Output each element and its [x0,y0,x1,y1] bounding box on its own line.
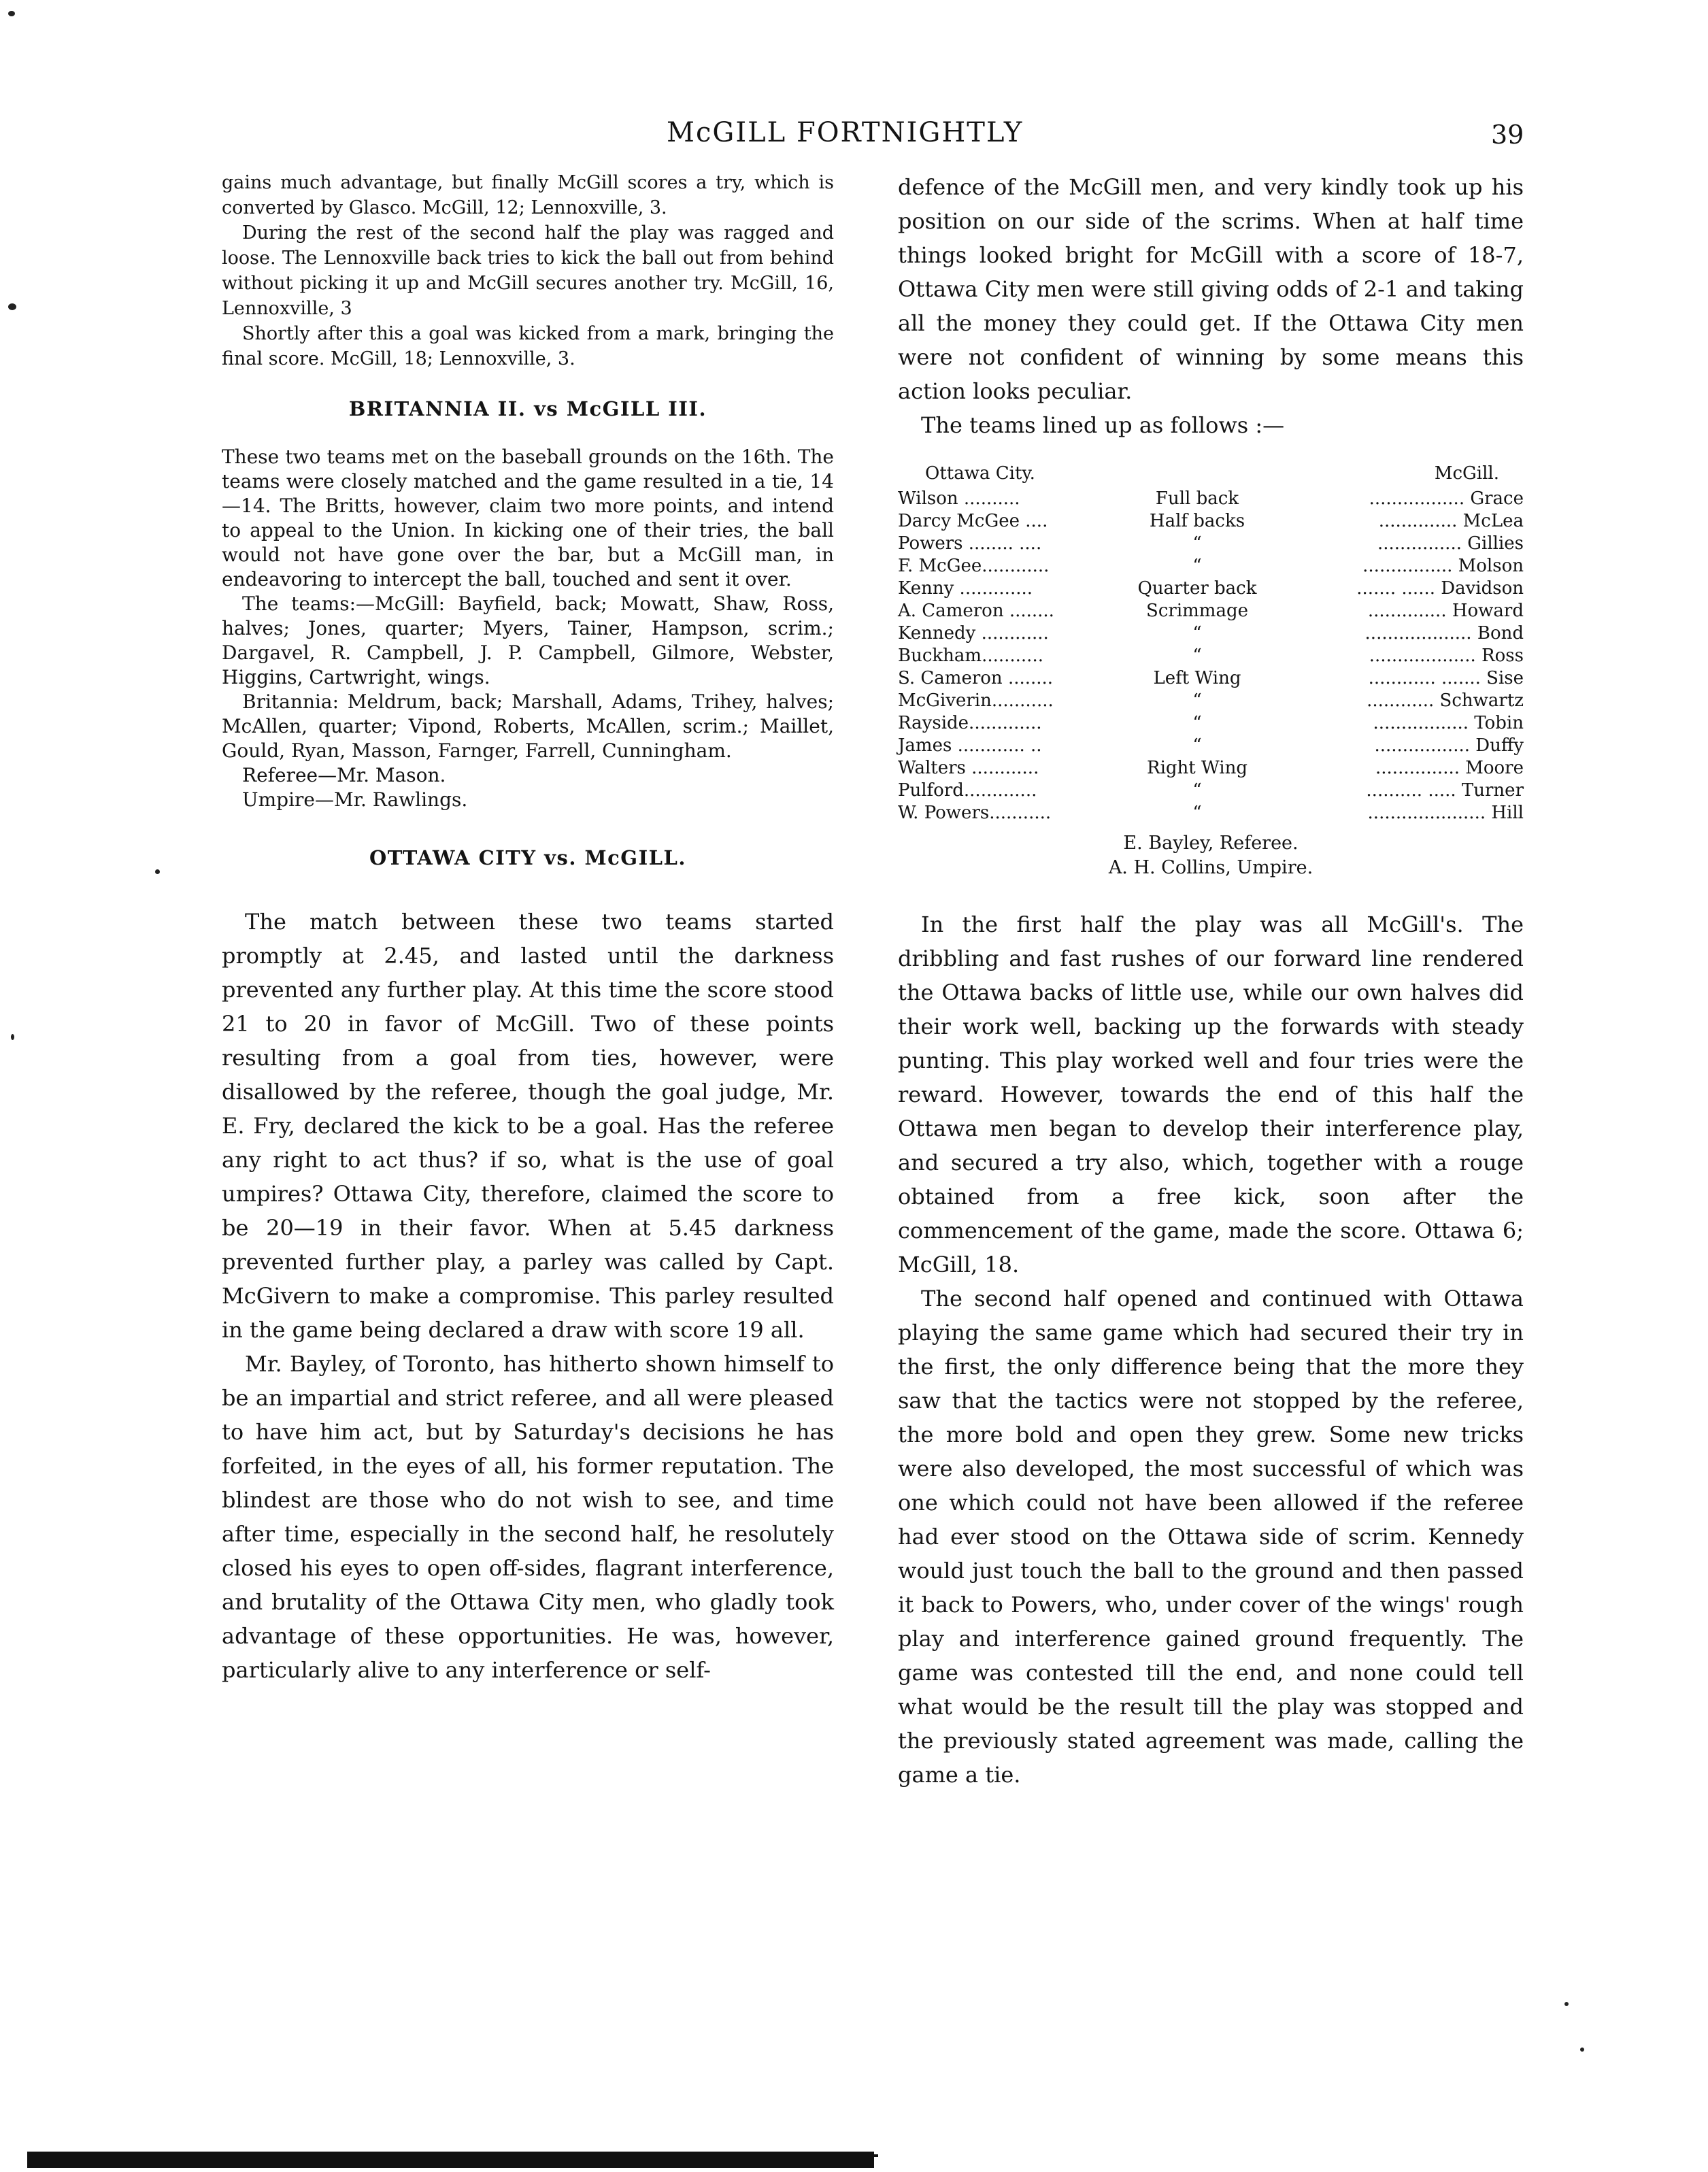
position: Scrimmage [1146,601,1248,621]
lineup-row [898,780,1524,802]
mcgill-player: ....... ...... Davidson [1356,578,1524,599]
position: “ [1192,713,1202,733]
right-column [898,170,1524,1792]
position: “ [1192,735,1202,756]
mcgill-header: McGill. [1434,463,1499,484]
mcgill-player: ................. Grace [1369,488,1524,509]
position: Right Wing [1147,758,1247,778]
team-lineup [898,463,1524,880]
position: “ [1192,690,1202,711]
position: Half backs [1149,511,1245,531]
scan-speck [155,869,160,874]
lineup-header [898,463,1524,485]
scan-speck [11,1034,14,1040]
ottawa-player: Kenny ............. [898,578,1033,599]
lineup-row [898,757,1524,780]
ottawa-report [222,905,834,1687]
ottawa-player: Kennedy ............ [898,623,1049,644]
position: “ [1192,533,1202,554]
ottawa-player: Pulford............. [898,780,1037,801]
lineup-row [898,578,1524,600]
position: Full back [1155,488,1239,509]
referee-credit: E. Bayley, Referee. [1123,833,1299,854]
mcgill-player: ................... Ross [1369,646,1524,666]
ottawa-header: Ottawa City. [925,463,1035,484]
ottawa-report-continued [898,170,1524,442]
position: “ [1192,803,1202,823]
lineup-row [898,802,1524,824]
lineup-rows [898,488,1524,824]
lennoxville-report-continued [222,170,834,371]
scan-speck [1580,2048,1584,2052]
paragraph: The match between these two teams started promptly at 2.45, and lasted until the darkness prevented any further play. At this time the score stood 21 to 20 in favor of McGill. Two of these points resulting from a goal from ties, however, were disallowed by the referee, though the goal judge, Mr. E. Fry, declared the kick to be a goal. Has the referee any right to act thus? if so, what is the use of goal umpires? Ottawa City, therefore, claimed the score to be 20—19 in their favor. When at 5.45 darkness prevented further play, a parley was called by Capt. McGivern to make a compromise. This parley resulted in the game being declared a draw with score 19 all. [222,909,834,1343]
paragraph: defence of the McGill men, and very kindly took up his position on our side of the scrims. When at half time things looked bright for McGill with a score of 18-7, Ottawa City men were still giving odds of 2-1 and taking all the money they could get. If the Ottawa City men were not confident of winning by some means this action looks peculiar. [898,174,1524,404]
paragraph: These two teams met on the baseball grounds on the 16th. The teams were closely matched and the game resulted in a tie, 14—14. The Britts, however, claim two more points, and intend to appeal to the Union. In kicking one of their tries, the ball would not have gone over the bar, but a McGill man, in endeavoring to intercept the ball, touched and sent it over. [222,446,834,590]
mcgill-player: ............ Schwartz [1367,690,1524,711]
paragraph: The teams lined up as follows :— [921,412,1285,438]
lineup-row [898,667,1524,690]
bottom-rule [27,2152,874,2168]
mcgill-player: ..................... Hill [1367,803,1524,823]
paragraph: The teams:—McGill: Bayfield, back; Mowatt, Shaw, Ross, halves; Jones, quarter; Myers, Tainer, Hampson, scrim.; Dargavel, R. Campbell, J. P. Campbell, Gilmore, Webster, Higgins, Cartwright, wings. [222,592,834,688]
paragraph: Britannia: Meldrum, back; Marshall, Adams, Trihey, halves; McAllen, quarter; Vipond, Roberts, McAllen, scrim.; Maillet, Gould, Ryan, Masson, Farnger, Farrell, Cunningham. [222,690,834,762]
section-heading-ottawa: OTTAWA CITY vs. McGILL. [369,846,687,869]
lineup-row [898,600,1524,622]
mcgill-player: .............. McLea [1378,511,1524,531]
paragraph: During the rest of the second half the play was ragged and loose. The Lennoxville back tries to kick the ball out from behind without picking it up and McGill secures another try. McGill, 16, Lennoxville, 3 [222,222,834,319]
position: “ [1192,623,1202,644]
referee-line: Referee—Mr. Mason. [242,764,446,786]
lineup-row [898,622,1524,645]
paragraph: The second half opened and continued with Ottawa playing the same game which had secured their try in the first, the only difference being that the more they saw that the tactics were not stopped by the referee, the more bold and open they grew. Some new tricks were also developed, the most successful of which was one which could not have been allowed if the referee had ever stood on the Ottawa side of scrim. Kennedy would just touch the ball to the ground and then passed it back to Powers, who, under cover of the wings' rough play and interference gained ground frequently. The game was contested till the end, and none could tell what would be the result till the play was stopped and the previously stated agreement was made, calling the game a tie. [898,1286,1524,1788]
mcgill-player: ................ Molson [1362,556,1524,576]
ottawa-player: Buckham........... [898,646,1043,666]
running-head: McGILL FORTNIGHTLY [667,117,1024,148]
ottawa-player: Powers ........ .... [898,533,1042,554]
position: Quarter back [1137,578,1257,599]
ottawa-player: Darcy McGee .... [898,511,1048,531]
scan-speck [8,303,16,310]
lineup-row [898,690,1524,712]
paragraph: gains much advantage, but finally McGill scores a try, which is converted by Glasco. McGill, 12; Lennoxville, 3. [222,172,834,218]
ottawa-player: McGiverin........... [898,690,1054,711]
position: “ [1192,780,1202,801]
umpire-line: Umpire—Mr. Rawlings. [242,788,468,811]
ottawa-player: Wilson .......... [898,488,1020,509]
ottawa-player: A. Cameron ........ [898,601,1054,621]
paragraph: Mr. Bayley, of Toronto, has hitherto shown himself to be an impartial and strict referee, and all were pleased to have him act, but by Saturday's decisions he has forfeited, in the eyes of all, his former reputation. The blindest are those who do not wish to see, and time after time, especially in the second half, he resolutely closed his eyes to open off-sides, flagrant interference, and brutality of the Ottawa City men, who gladly took advantage of these opportunities. He was, however, particularly alive to any interference or self- [222,1351,834,1683]
scan-speck [8,11,15,16]
position: “ [1192,646,1202,666]
lineup-row [898,712,1524,735]
left-column [222,170,834,1687]
scan-speck [1564,2002,1569,2006]
match-report [898,907,1524,1792]
paragraph: In the first half the play was all McGill's. The dribbling and fast rushes of our forward line rendered the Ottawa backs of little use, while our own halves did their work well, backing up the forwards with steady punting. This play worked well and four tries were the reward. However, towards the end of this half the Ottawa men began to develop their interference play, and secured a try also, which, together with a rouge obtained from a free kick, soon after the commencement of the game, made the score. Ottawa 6; McGill, 18. [898,912,1524,1277]
mcgill-player: .......... ..... Turner [1366,780,1524,801]
lineup-row [898,735,1524,757]
britannia-report [222,445,834,812]
umpire-credit: A. H. Collins, Umpire. [1108,857,1313,878]
ottawa-player: Walters ............ [898,758,1039,778]
lineup-row [898,488,1524,510]
mcgill-player: ............... Moore [1375,758,1524,778]
lineup-row [898,533,1524,555]
ottawa-player: W. Powers........... [898,803,1052,823]
mcgill-player: ................. Duffy [1374,735,1524,756]
lineup-row [898,645,1524,667]
officials [898,831,1524,880]
ottawa-player: S. Cameron ........ [898,668,1054,688]
section-heading-britannia: BRITANNIA II. vs McGILL III. [348,397,707,420]
ottawa-player: F. McGee............ [898,556,1050,576]
mcgill-player: ................. Tobin [1373,713,1524,733]
position: “ [1192,556,1202,576]
mcgill-player: ............ ....... Sise [1368,668,1524,688]
mcgill-player: ................... Bond [1364,623,1524,644]
paragraph: Shortly after this a goal was kicked from a mark, bringing the final score. McGill, 18; Lennoxville, 3. [222,323,834,369]
mcgill-player: .............. Howard [1367,601,1524,621]
ottawa-player: Rayside............. [898,713,1042,733]
lineup-row [898,510,1524,533]
ottawa-player: James ............ .. [898,735,1042,756]
mcgill-player: ............... Gillies [1377,533,1524,554]
lineup-row [898,555,1524,578]
page-number: 39 [1491,120,1524,150]
position: Left Wing [1153,668,1241,688]
